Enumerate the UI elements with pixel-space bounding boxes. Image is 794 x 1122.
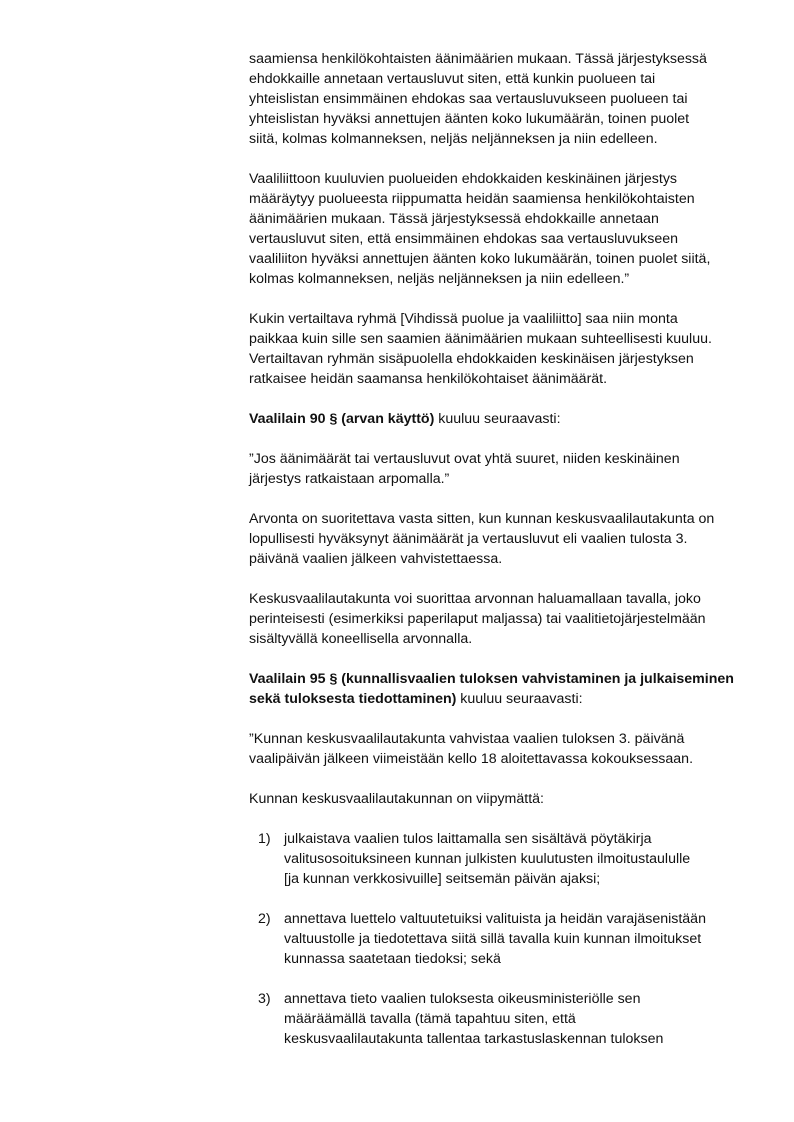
text-line: Vaaliliittoon kuuluvien puolueiden ehdokkaiden keskinäinen järjestys <box>249 171 678 187</box>
list-item <box>249 989 749 1049</box>
heading-bold: Vaalilain 95 § (kunnallisvaalien tuloksen vahvistaminen ja julkaiseminen <box>249 671 734 687</box>
text-line: yhteislistan hyväksi annettujen äänten koko lukumäärän, toinen puolet <box>249 111 690 127</box>
paragraph-seat-allocation <box>249 309 749 389</box>
text-line: vertausluvut siten, että ensimmäinen ehdokas saa vertausluvukseen <box>249 231 679 247</box>
text-line: annettava tieto vaalien tuloksesta oikeusministeriölle sen <box>284 991 641 1007</box>
list-item <box>249 909 749 969</box>
text-line: perinteisesti (esimerkiksi paperilaput maljassa) tai vaalitietojärjestelmään <box>249 611 706 627</box>
text-line: ratkaisee heidän saamansa henkilökohtaiset äänimäärät. <box>249 371 608 387</box>
text-line: vaalipäivän jälkeen viimeistään kello 18 aloitettavassa kokouksessaan. <box>249 751 694 767</box>
text-line: sisältyvällä koneellisella arvonnalla. <box>249 631 473 647</box>
text-line: lopullisesti hyväksynyt äänimäärät ja vertausluvut eli vaalien tulosta 3. <box>249 531 688 547</box>
text-line: kunnassa saatetaan tiedoksi; sekä <box>284 951 501 967</box>
list-number: 3) <box>258 991 271 1007</box>
text-line: saamiensa henkilökohtaisten äänimäärien mukaan. Tässä järjestyksessä <box>249 51 707 67</box>
text-line: ”Kunnan keskusvaalilautakunta vahvistaa vaalien tuloksen 3. päivänä <box>249 731 685 747</box>
heading-bold: sekä tuloksesta tiedottaminen) <box>249 691 457 707</box>
heading-bold: Vaalilain 90 § (arvan käyttö) <box>249 411 435 427</box>
quote-section-90 <box>249 449 749 489</box>
heading-section-95 <box>249 669 749 709</box>
text-line: Kunnan keskusvaalilautakunnan on viipymättä: <box>249 791 544 807</box>
text-line: [ja kunnan verkkosivuille] seitsemän päivän ajaksi; <box>284 871 601 887</box>
text-line: määräytyy puolueesta riippumatta heidän saamiensa henkilökohtaisten <box>249 191 695 207</box>
text-line: Kukin vertailtava ryhmä [Vihdissä puolue ja vaaliliitto] saa niin monta <box>249 311 678 327</box>
text-line: keskusvaalilautakunta tallentaa tarkastuslaskennan tuloksen <box>284 1031 664 1047</box>
text-line: Vertailtavan ryhmän sisäpuolella ehdokkaiden keskinäisen järjestyksen <box>249 351 694 367</box>
text-line: yhteislistan ensimmäinen ehdokas saa vertausluvukseen puolueen tai <box>249 91 688 107</box>
text-line: valtuustolle ja tiedotettava siitä sillä tavalla kuin kunnan ilmoitukset <box>284 931 702 947</box>
list-number: 1) <box>258 831 271 847</box>
list-item <box>249 829 749 889</box>
text-line: siitä, kolmas kolmanneksen, neljäs neljänneksen ja niin edelleen. <box>249 131 658 147</box>
text-line: määräämällä tavalla (tämä tapahtuu siten, että <box>284 1011 576 1027</box>
list-number: 2) <box>258 911 271 927</box>
text-line: kolmas kolmanneksen, neljäs neljänneksen ja niin edelleen.” <box>249 271 630 287</box>
text-line: paikkaa kuin sille sen saamien äänimäärien mukaan suhteellisesti kuuluu. <box>249 331 712 347</box>
paragraph-lottery-timing <box>249 509 749 569</box>
heading-rest: kuuluu seuraavasti: <box>434 411 561 427</box>
text-line: äänimäärien mukaan. Tässä järjestyksessä ehdokkaille annetaan <box>249 211 659 227</box>
text-line: annettava luettelo valtuutetuiksi valituista ja heidän varajäsenistään <box>284 911 706 927</box>
paragraph-electoral-alliance <box>249 169 749 289</box>
paragraph-candidate-ordering <box>249 49 749 149</box>
text-line: järjestys ratkaistaan arpomalla.” <box>249 471 450 487</box>
document-body <box>249 49 749 1049</box>
text-line: julkaistava vaalien tulos laittamalla sen sisältävä pöytäkirja <box>284 831 652 847</box>
text-line: päivänä vaalien jälkeen vahvistettaessa. <box>249 551 503 567</box>
paragraph-lottery-method <box>249 589 749 649</box>
text-line: valitusosoituksineen kunnan julkisten kuulutusten ilmoitustaululle <box>284 851 691 867</box>
heading-rest: kuuluu seuraavasti: <box>456 691 583 707</box>
paragraph-duties-intro <box>249 789 749 809</box>
text-line: Arvonta on suoritettava vasta sitten, kun kunnan keskusvaalilautakunta on <box>249 511 715 527</box>
text-line: ehdokkaille annetaan vertausluvut siten, että kunkin puolueen tai <box>249 71 656 87</box>
text-line: vaaliliiton hyväksi annettujen äänten koko lukumäärän, toinen puolet siitä, <box>249 251 711 267</box>
text-line: ”Jos äänimäärät tai vertausluvut ovat yhtä suuret, niiden keskinäinen <box>249 451 680 467</box>
text-line: Keskusvaalilautakunta voi suorittaa arvonnan haluamallaan tavalla, joko <box>249 591 701 607</box>
quote-section-95 <box>249 729 749 769</box>
heading-section-90 <box>249 409 749 429</box>
